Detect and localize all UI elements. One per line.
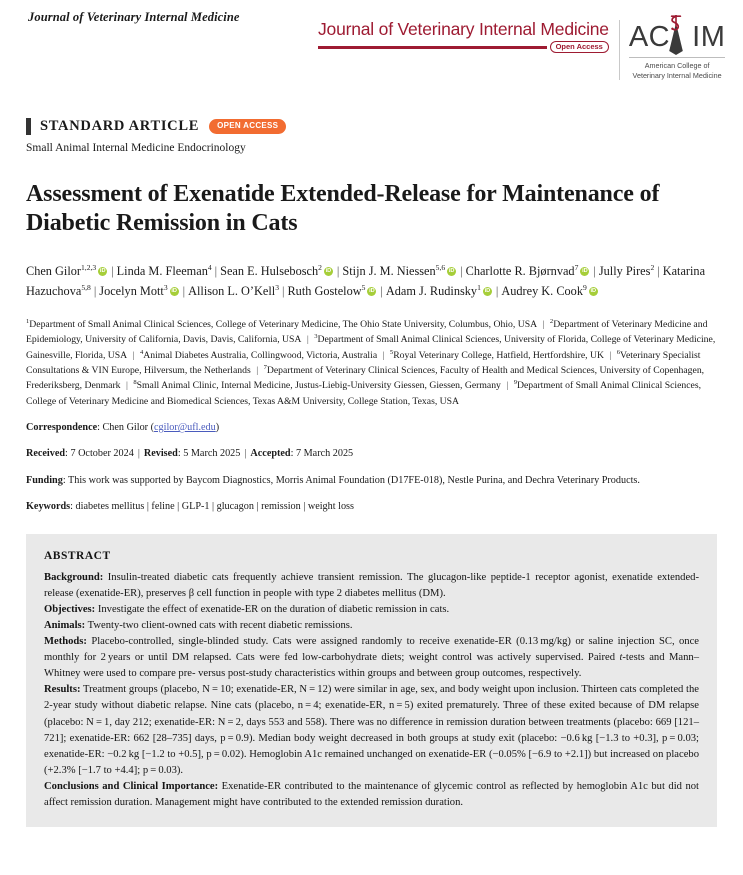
abstract-background-label: Background: xyxy=(44,571,104,583)
abstract-conclusions xyxy=(44,779,699,811)
abstract-methods-label: Methods: xyxy=(44,636,87,648)
open-access-badge[interactable]: OPEN ACCESS xyxy=(209,119,286,134)
abstract-conclusions-text: Exenatide-ER contributed to the maintenance of glycemic control as reflected by hemoglobin A1c but did not affect remission duration. Management might have contributed to the extended remission duration. xyxy=(44,780,699,809)
author-separator: | xyxy=(93,283,97,298)
abstract-animals-text: Twenty-two client-owned cats with recent diabetic remissions. xyxy=(85,620,353,631)
author-name: Katarina Hazuchova xyxy=(26,263,706,298)
author-separator: | xyxy=(495,283,499,298)
affiliation-marker: 9 xyxy=(513,379,517,387)
article-subject: Small Animal Internal Medicine Endocrinology xyxy=(26,142,246,154)
author-name: Allison L. O’Kell xyxy=(188,283,276,298)
author-affiliation-marker: 9 xyxy=(582,282,587,292)
affiliation-marker: 6 xyxy=(616,348,621,356)
author-affiliation-marker: 3 xyxy=(163,282,168,292)
correspondence-name: Chen Gilor xyxy=(102,422,149,434)
author-entry[interactable] xyxy=(287,284,377,298)
abstract-background xyxy=(44,570,699,602)
author-separator: | xyxy=(657,263,660,278)
acvim-logo xyxy=(619,20,726,80)
journal-rule xyxy=(318,46,547,49)
author-affiliation-marker: 3 xyxy=(275,282,279,292)
author-name: Chen Gilor xyxy=(26,263,81,278)
author-name: Sean E. Hulsebosch xyxy=(220,263,319,278)
abstract-background-text: Insulin-treated diabetic cats frequently achieve transient remission. The glucagon-like peptide-1 receptor agonist, exenatide extended-release (exenatide-ER), preserves β cell function in people with type 2 diabetes mellitus (DM). xyxy=(44,571,699,599)
author-affiliation-marker: 2 xyxy=(650,262,655,272)
acvim-letters-tail: IM xyxy=(692,20,726,53)
article-type-row xyxy=(26,118,717,135)
author-entry[interactable] xyxy=(117,264,212,278)
affiliation-marker: 8 xyxy=(133,379,137,387)
orcid-icon[interactable] xyxy=(98,267,107,276)
author-affiliation-marker: 1 xyxy=(477,282,481,292)
date-separator-2: | xyxy=(244,448,247,460)
keywords: Keywords: diabetes mellitus | feline | GLP-1 | glucagon | remission | weight loss xyxy=(26,500,354,512)
abstract-objectives-label: Objectives: xyxy=(44,603,96,615)
revised-date: 5 March 2025 xyxy=(183,448,241,460)
author-separator: | xyxy=(282,283,285,298)
abstract-animals xyxy=(44,618,699,634)
author-affiliation-marker: 2 xyxy=(318,262,322,272)
author-name: Jocelyn Mott xyxy=(99,283,164,298)
orcid-icon[interactable] xyxy=(483,287,492,296)
accepted-label: Accepted xyxy=(250,448,291,460)
funding-label: Funding xyxy=(26,474,63,486)
received-label: Received xyxy=(26,448,66,460)
affiliation-separator: | xyxy=(606,349,614,361)
affiliation-marker: 3 xyxy=(314,333,318,341)
affiliation-text: Animal Diabetes Australia, Collingwood, Victoria, Australia xyxy=(143,349,378,361)
keywords-label: Keywords xyxy=(26,500,71,512)
acvim-divider xyxy=(629,57,725,58)
caduceus-icon xyxy=(665,15,687,55)
accepted-date: 7 March 2025 xyxy=(295,448,354,460)
abstract-methods xyxy=(44,634,699,682)
affiliation-text: Department of Small Animal Clinical Sciences, College of Veterinary Medicine and Biomedical Sciences, Texas A&M University, College Station, Texas, USA xyxy=(26,380,702,407)
author-name: Adam J. Rudinsky xyxy=(385,283,478,298)
abstract-results-text: Treatment groups (placebo, N = 10; exenatide-ER, N = 12) were similar in age, sex, and body weight upon inclusion. Thirteen cats completed the 2-year study without diabetic relapse. Nine cats (placebo, n = 4; exenatide-ER, n = 5) exited prematurely. Three of these exited because of DM relapse (placebo: N = 1, day 212; exenatide-ER: N = 2, days 553 and 558). There was no difference in remission duration between treatments (placebo: 669 [121–721]; exenatide-ER: 662 [28–735] days, p = 0.9). Median body weight decreased in both groups at study exit (placebo: −0.6 kg [−1.3 to +0.3], p = 0.03; exenatide-ER: −0.2 kg [−1.2 to +0.5], p = 0.02). Hemoglobin A1c remained unchanged on exenatide-ER (−0.05% [−6.9 to +2.1]) but increased on placebo (+2.3% [−1.7 to +4.4]; p = 0.03). xyxy=(44,684,699,776)
author-affiliation-marker: 7 xyxy=(574,262,579,272)
author-name: Stijn J. M. Niessen xyxy=(342,263,436,278)
author-affiliation-marker: 4 xyxy=(207,262,212,272)
funding-statement: Funding: This work was supported by Baycom Diagnostics, Morris Animal Foundation (D17FE-018), Nestle Purina, and Dechra Veterinary Products. xyxy=(26,474,640,486)
author-name: Ruth Gostelow xyxy=(287,283,362,298)
article-type: STANDARD ARTICLE xyxy=(40,118,200,134)
author-affiliation-marker: 5,8 xyxy=(81,282,91,292)
author-entry[interactable] xyxy=(99,284,179,298)
orcid-icon[interactable] xyxy=(367,287,376,296)
author-entry[interactable] xyxy=(466,264,591,278)
author-entry[interactable] xyxy=(342,264,457,278)
affiliation-text: Department of Veterinary Clinical Sciences, Faculty of Health and Medical Sciences, University of Copenhagen, Frederiksberg, Denmark xyxy=(26,365,705,392)
page-title: Assessment of Exenatide Extended-Release for Maintenance of Diabetic Remission in Cats xyxy=(26,181,660,237)
author-name: Linda M. Fleeman xyxy=(116,263,208,278)
orcid-icon[interactable] xyxy=(580,267,589,276)
author-separator: | xyxy=(182,283,186,298)
correspondence: Correspondence: Chen Gilor (cgilor@ufl.edu) xyxy=(26,422,220,434)
abstract-conclusions-label: Conclusions and Clinical Importance: xyxy=(44,780,219,792)
page-header xyxy=(0,0,743,86)
affiliation-separator: | xyxy=(503,380,511,392)
running-head: Journal of Veterinary Internal Medicine xyxy=(28,10,240,24)
author-separator: | xyxy=(380,283,383,298)
author-entry[interactable] xyxy=(386,284,493,298)
abstract-methods-text-1: Placebo-controlled, single-blinded study. Cats were assigned randomly to receive exenatide-ER (0.13 mg/kg) or saline injection SC, once monthly for 2 years or until DM relapsed. Cats were fed low-carbohydrate diets; weight control was actively supervised. Paired xyxy=(44,636,699,664)
author-name: Charlotte R. Bjørnvad xyxy=(465,263,575,278)
article-info xyxy=(26,118,717,154)
received-date: 7 October 2024 xyxy=(70,448,134,460)
abstract-box xyxy=(26,534,717,827)
affiliation-text: Veterinary Specialist Consultations & VIN Europe, Hilversum, the Netherlands xyxy=(26,349,701,377)
author-name: Jully Pires xyxy=(598,263,651,278)
orcid-icon[interactable] xyxy=(447,267,456,276)
affiliation-separator: | xyxy=(304,334,312,346)
affiliation-list xyxy=(26,317,717,409)
affiliation-separator: | xyxy=(123,380,131,392)
abstract-objectives-text: Investigate the effect of exenatide-ER on the duration of diabetic remission in cats. xyxy=(95,603,450,615)
acvim-mark xyxy=(629,20,726,54)
affiliation-separator: | xyxy=(130,349,137,361)
affiliation-separator: | xyxy=(253,365,261,377)
affiliation-marker: 5 xyxy=(389,348,394,356)
orcid-icon[interactable] xyxy=(170,287,179,296)
journal-masthead-text xyxy=(318,20,617,53)
journal-wordmark: Journal of Veterinary Internal Medicine xyxy=(318,19,609,39)
author-name: Audrey K. Cook xyxy=(501,283,583,298)
author-separator: | xyxy=(336,263,340,278)
affiliation-separator: | xyxy=(380,349,387,361)
author-separator: | xyxy=(111,263,114,278)
affiliation-text: Department of Small Animal Clinical Sciences, University of Florida, College of Veterinary Medicine, Gainesville, Florida, USA xyxy=(26,334,716,361)
abstract-heading: ABSTRACT xyxy=(44,550,111,563)
affiliation-marker: 7 xyxy=(263,363,267,371)
abstract-results-label: Results: xyxy=(44,684,81,696)
funding-text: This work was supported by Baycom Diagnostics, Morris Animal Foundation (D17FE-018), Nestle Purina, and Dechra Veterinary Products. xyxy=(68,474,640,486)
abstract-methods-text-2: -tests and Mann–Whitney were used to compare pre- versus post-study characteristics within groups and between group outcomes, respectively. xyxy=(44,652,699,680)
affiliation-marker: 1 xyxy=(26,317,30,325)
author-entry[interactable] xyxy=(188,284,279,298)
correspondence-email[interactable]: cgilor@ufl.edu xyxy=(154,422,216,434)
author-separator: | xyxy=(460,263,463,278)
affiliation-text: Small Animal Clinic, Internal Medicine, Justus-Liebig-University Giessen, Giessen, Germany xyxy=(136,380,501,392)
affiliation-text: Royal Veterinary College, Hatfield, Hertfordshire, UK xyxy=(393,349,604,361)
author-affiliation-marker: 5 xyxy=(361,282,366,292)
author-entry[interactable] xyxy=(26,264,108,278)
article-dates: Received: 7 October 2024 | Revised: 5 March 2025 | Accepted: 7 March 2025 xyxy=(26,448,354,460)
author-separator: | xyxy=(214,263,218,278)
author-affiliation-marker: 5,6 xyxy=(435,262,446,272)
journal-rule-row xyxy=(318,41,609,53)
author-affiliation-marker: 1,2,3 xyxy=(81,262,97,272)
author-entry[interactable] xyxy=(220,264,334,278)
orcid-icon[interactable] xyxy=(589,287,598,296)
abstract-objectives xyxy=(44,602,699,618)
acvim-letters-head: AC xyxy=(628,20,671,53)
author-separator: | xyxy=(593,263,596,278)
open-access-badge-small: Open Access xyxy=(550,41,609,53)
author-entry[interactable] xyxy=(501,284,598,298)
affiliation-marker: 2 xyxy=(549,317,554,325)
date-separator-1: | xyxy=(137,448,140,460)
abstract-results xyxy=(44,682,699,779)
correspondence-colon: : xyxy=(97,422,103,434)
correspondence-label: Correspondence xyxy=(26,422,98,434)
orcid-icon[interactable] xyxy=(324,267,333,276)
acvim-subtitle-line2: Veterinary Internal Medicine xyxy=(632,70,722,80)
affiliation-marker: 4 xyxy=(139,348,144,356)
affiliation-text: Department of Small Animal Clinical Sciences, College of Veterinary Medicine, The Ohio State University, Columbus, Ohio, USA xyxy=(29,319,538,331)
affiliation-separator: | xyxy=(540,319,547,331)
journal-masthead xyxy=(318,20,725,80)
keywords-text: diabetes mellitus | feline | GLP-1 | glucagon | remission | weight loss xyxy=(75,500,354,512)
acvim-subtitle-line1: American College of xyxy=(644,61,710,70)
revised-label: Revised xyxy=(143,448,178,460)
abstract-animals-label: Animals: xyxy=(44,620,86,631)
article-page xyxy=(0,118,743,827)
affiliation-text: Department of Veterinary Medicine and Epidemiology, University of California, Davis, Davis, California, USA xyxy=(26,319,708,346)
abstract-methods-italic: t xyxy=(619,652,623,664)
article-type-bar xyxy=(26,118,31,135)
author-list xyxy=(26,261,717,302)
author-entry[interactable] xyxy=(599,264,654,278)
